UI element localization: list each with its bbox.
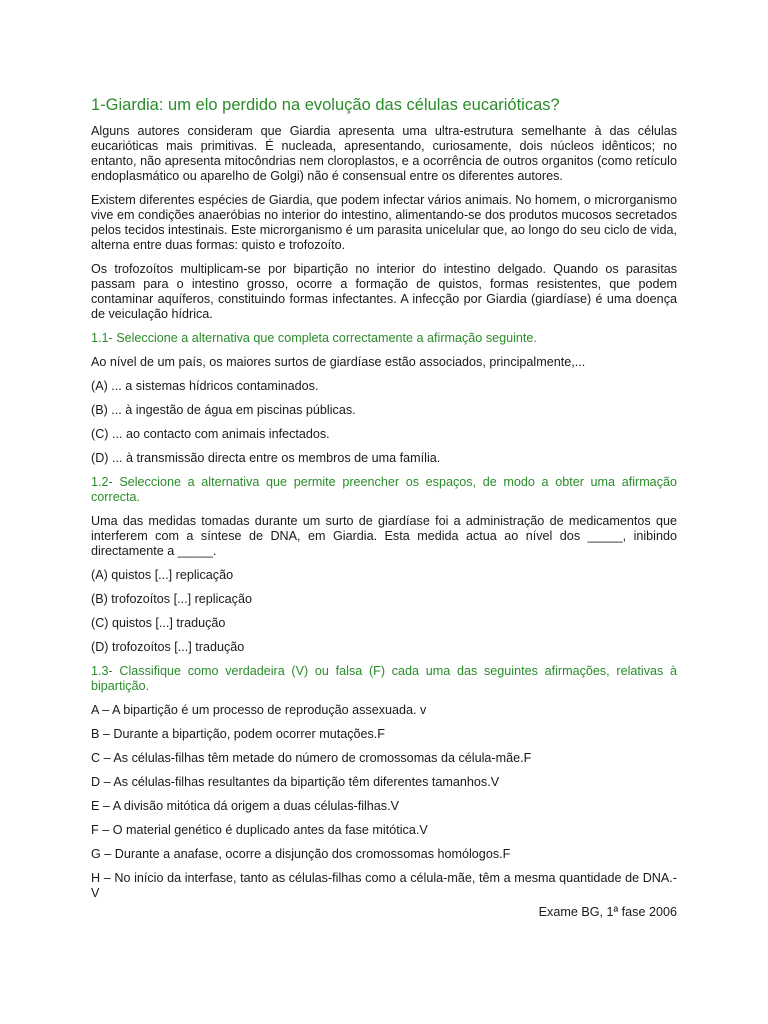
intro-paragraph: Alguns autores consideram que Giardia apresenta uma ultra-estrutura semelhante à das células eucarióticas mais primitivas. É nucleada, apresentando, curiosamente, dois núcleos idênticos; no entanto, não apresenta mitocôndrias nem cloroplastos, e a ocorrência de outros organitos (como retículo endoplasmático ou aparelho de Golgi) não é consensual entre os diferentes autores. — [91, 124, 677, 183]
question-heading: 1.3- Classifique como verdadeira (V) ou falsa (F) cada uma das seguintes afirmações, relativas à bipartição. — [91, 664, 677, 693]
answer-option: (B) trofozoítos [...] replicação — [91, 592, 252, 606]
question-heading: 1.2- Seleccione a alternativa que permite preencher os espaços, de modo a obter uma afirmação correcta. — [91, 475, 677, 504]
page-title: 1-Giardia: um elo perdido na evolução das células eucarióticas? — [91, 96, 560, 114]
answer-option: (D) ... à transmissão directa entre os membros de uma família. — [91, 451, 441, 465]
question-stem: Uma das medidas tomadas durante um surto de giardíase foi a administração de medicamentos que interferem com a síntese de DNA, em Giardia. Esta medida actua ao nível dos _____, inibindo directamente a _____. — [91, 514, 677, 558]
statement-item: E – A divisão mitótica dá origem a duas células-filhas.V — [91, 799, 400, 813]
statement-item: D – As células-filhas resultantes da bipartição têm diferentes tamanhos.V — [91, 775, 500, 789]
question-heading: 1.1- Seleccione a alternativa que completa correctamente a afirmação seguinte. — [91, 331, 537, 345]
answer-option: (D) trofozoítos [...] tradução — [91, 640, 245, 654]
answer-option: (A) quistos [...] replicação — [91, 568, 234, 582]
statement-item: B – Durante a bipartição, podem ocorrer mutações.F — [91, 727, 385, 741]
statement-item: F – O material genético é duplicado antes da fase mitótica.V — [91, 823, 428, 837]
document-page — [91, 96, 677, 919]
question-stem: Ao nível de um país, os maiores surtos de giardíase estão associados, principalmente,... — [91, 355, 586, 369]
statement-item: A – A bipartição é um processo de reprodução assexuada. v — [91, 703, 427, 717]
intro-paragraph: Existem diferentes espécies de Giardia, que podem infectar vários animais. No homem, o microrganismo vive em condições anaeróbias no interior do intestino, alimentando-se dos produtos mucosos secretados pelos tecidos intestinais. Este microrganismo é um parasita unicelular que, ao longo do seu ciclo de vida, alterna entre duas formas: quisto e trofozoíto. — [91, 193, 677, 252]
intro-paragraph: Os trofozoítos multiplicam-se por bipartição no interior do intestino delgado. Quando os parasitas passam para o intestino grosso, ocorre a formação de quistos, formas resistentes, que podem contaminar aquíferos, constituindo formas infectantes. A infecção por Giardia (giardíase) é uma doença de veiculação hídrica. — [91, 262, 677, 321]
statement-item: C – As células-filhas têm metade do número de cromossomas da célula-mãe.F — [91, 751, 532, 765]
statement-item: H – No início da interfase, tanto as células-filhas como a célula-mãe, têm a mesma quantidade de DNA.-V — [91, 871, 677, 900]
source-citation: Exame BG, 1ª fase 2006 — [538, 905, 677, 919]
statement-item: G – Durante a anafase, ocorre a disjunção dos cromossomas homólogos.F — [91, 847, 511, 861]
answer-option: (C) quistos [...] tradução — [91, 616, 226, 630]
answer-option: (A) ... a sistemas hídricos contaminados. — [91, 379, 319, 393]
answer-option: (B) ... à ingestão de água em piscinas públicas. — [91, 403, 356, 417]
answer-option: (C) ... ao contacto com animais infectados. — [91, 427, 330, 441]
